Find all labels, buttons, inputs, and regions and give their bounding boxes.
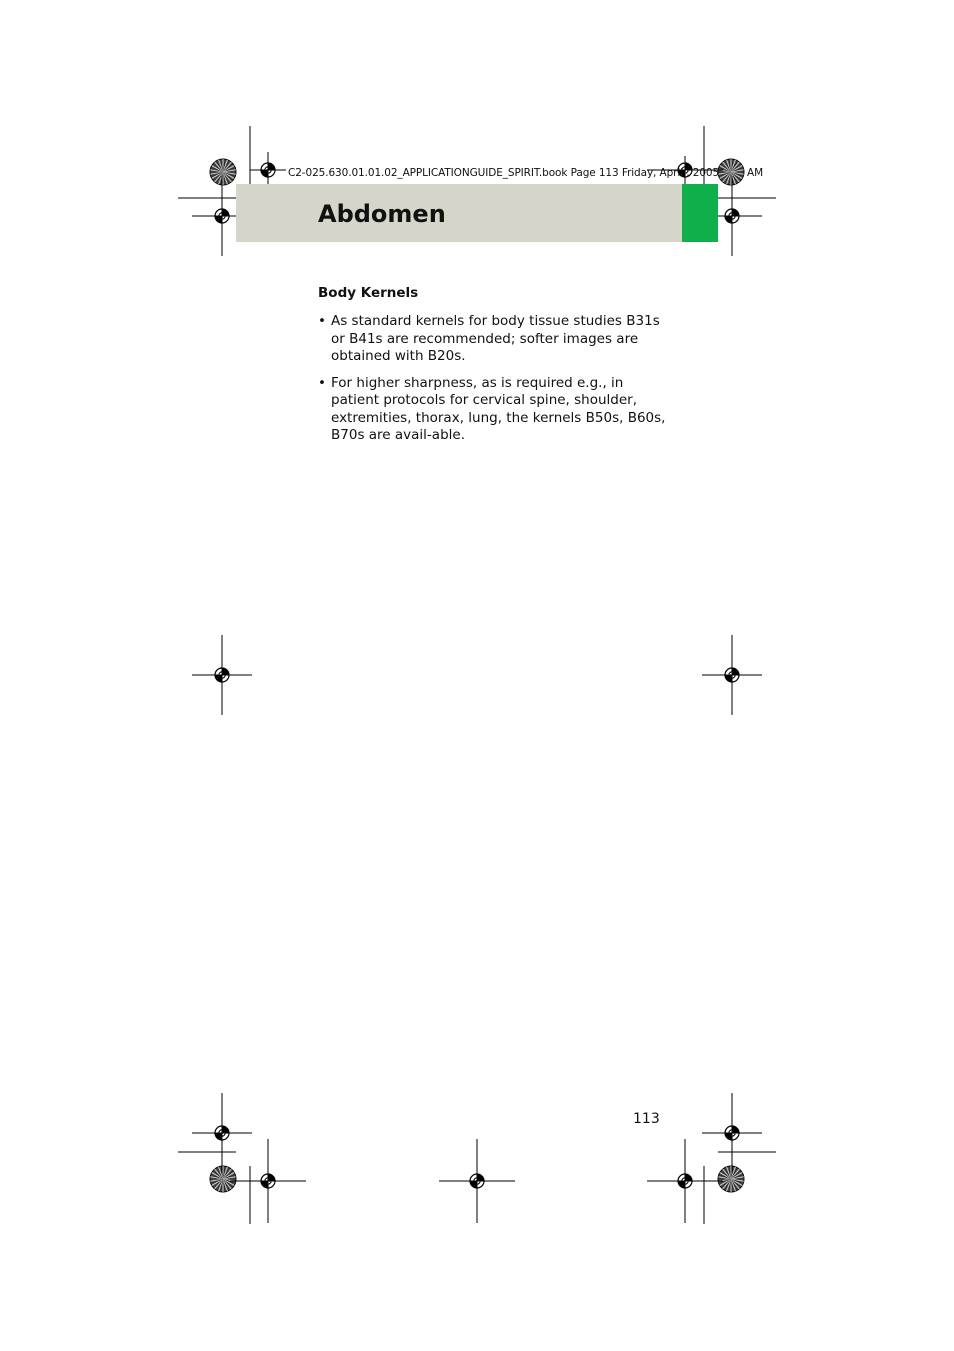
bullet-list [318, 313, 668, 454]
bullet-item [318, 313, 668, 366]
color-starburst-icon [718, 1166, 744, 1192]
registration-mark-icon [192, 635, 252, 715]
page-number: 113 [633, 1111, 660, 1127]
registration-mark-icon [647, 1139, 723, 1223]
registration-mark-icon [192, 1093, 252, 1173]
chapter-thumb-tab [682, 184, 718, 242]
bullet-text: As standard kernels for body tissue studies B31s or B41s are recommended; softer images are obtained with B20s. [331, 313, 660, 364]
chapter-title: Abdomen [318, 200, 446, 228]
bullet-icon: • [318, 313, 326, 329]
registration-mark-icon [702, 1093, 762, 1173]
color-starburst-icon [210, 159, 236, 185]
file-slug-line: C2-025.630.01.01.02_APPLICATIONGUIDE_SPIRIT.book Page 113 Friday, April , 2005 [288, 167, 720, 179]
color-starburst-icon [210, 1166, 236, 1192]
bullet-text: For higher sharpness, as is required e.g., in patient protocols for cervical spine, shoulder, extremities, thorax, lung, the kernels B50s, B60s, B70s are avail-able. [331, 374, 666, 443]
file-slug-am: AM [747, 167, 764, 179]
chapter-header-band [236, 184, 682, 242]
section-heading: Body Kernels [318, 285, 419, 301]
color-starburst-icon [718, 159, 744, 185]
registration-mark-icon [230, 1139, 306, 1223]
registration-mark-icon [439, 1139, 515, 1223]
bullet-item [318, 375, 668, 445]
bullet-icon: • [318, 374, 326, 391]
registration-mark-icon [250, 152, 286, 188]
registration-mark-icon [702, 635, 762, 715]
